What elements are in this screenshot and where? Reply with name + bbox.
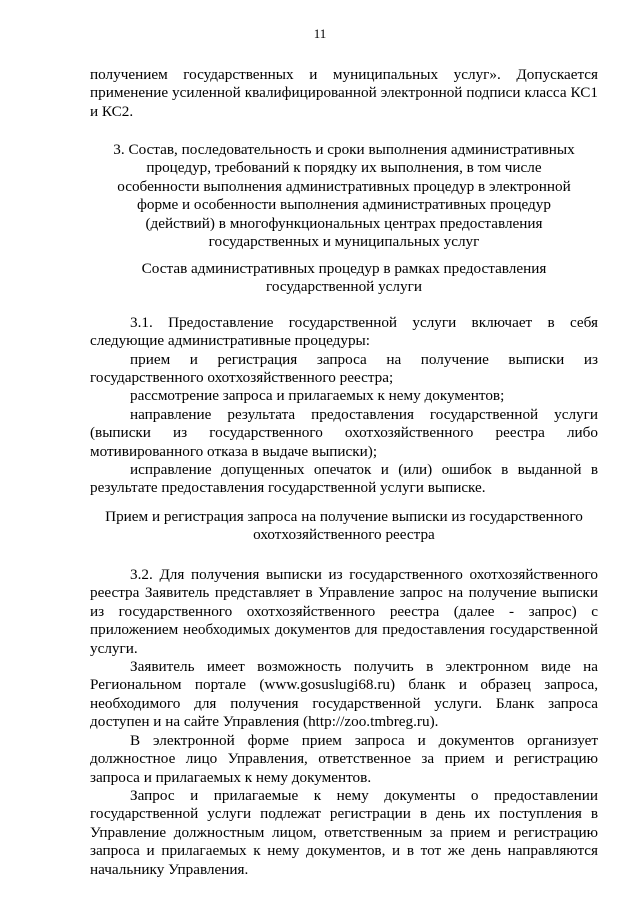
subsection-heading: Прием и регистрация запроса на получение выписки из государственного охотхозяйственного реестра (105, 508, 583, 544)
paragraph-3-2: 3.2. Для получения выписки из государственного охотхозяйственного реестра Заявитель представляет в Управление запрос на получение выписки из государственного охотхозяйственного реестра (далее - запрос) с приложением необходимых документов для предоставления государственной услуги. (90, 566, 598, 657)
list-item-procedure: рассмотрение запроса и прилагаемых к нему документов; (130, 387, 505, 404)
list-item-procedure: направление результата предоставления государственной услуги (выписки из государственного охотхозяйственного реестра либо мотивированного отказа в выдаче выписки); (90, 406, 598, 460)
paragraph-3-1: 3.1. Предоставление государственной услуги включает в себя следующие административные процедуры: (90, 314, 598, 350)
paragraph: Заявитель имеет возможность получить в электронном виде на Региональном портале (www.gosuslugi68.ru) бланк и образец запроса, необходимого для получения государственной услуги. Бланк запроса доступен и на сайте Управления (http://zoo.tmbreg.ru). (90, 658, 598, 731)
paragraph: В электронной форме прием запроса и документов организует должностное лицо Управления, ответственное за прием и регистрацию запроса и прилагаемых к нему документов. (90, 732, 598, 786)
list-item-procedure: прием и регистрация запроса на получение выписки из государственного охотхозяйственного реестра; (90, 351, 598, 387)
paragraph: Запрос и прилагаемые к нему документы о предоставлении государственной услуги подлежат регистрации в день их поступления в Управление должностным лицом, ответственным за прием и регистрацию запроса и прилагаемых к нему документов, и в тот же день направляются начальнику Управления. (90, 787, 598, 878)
paragraph-continuation: получением государственных и муниципальных услуг». Допускается применение усиленной квалифицированной электронной подписи класса КС1 и КС2. (90, 66, 598, 120)
subsection-heading: Состав административных процедур в рамках предоставления государственной услуги (141, 260, 547, 296)
section-heading: 3. Состав, последовательность и сроки выполнения административных процедур, требований к порядку их выполнения, в том числе особенности выполнения административных процедур в электронной форме и особенности выполнения административных процедур (действий) в многофункциональных центрах предоставления государственных и муниципальных услуг (113, 141, 575, 251)
list-item-procedure: исправление допущенных опечаток и (или) ошибок в выданной в результате предоставления государственной услуги выписке. (90, 461, 598, 497)
page-number: 11 (313, 26, 327, 41)
